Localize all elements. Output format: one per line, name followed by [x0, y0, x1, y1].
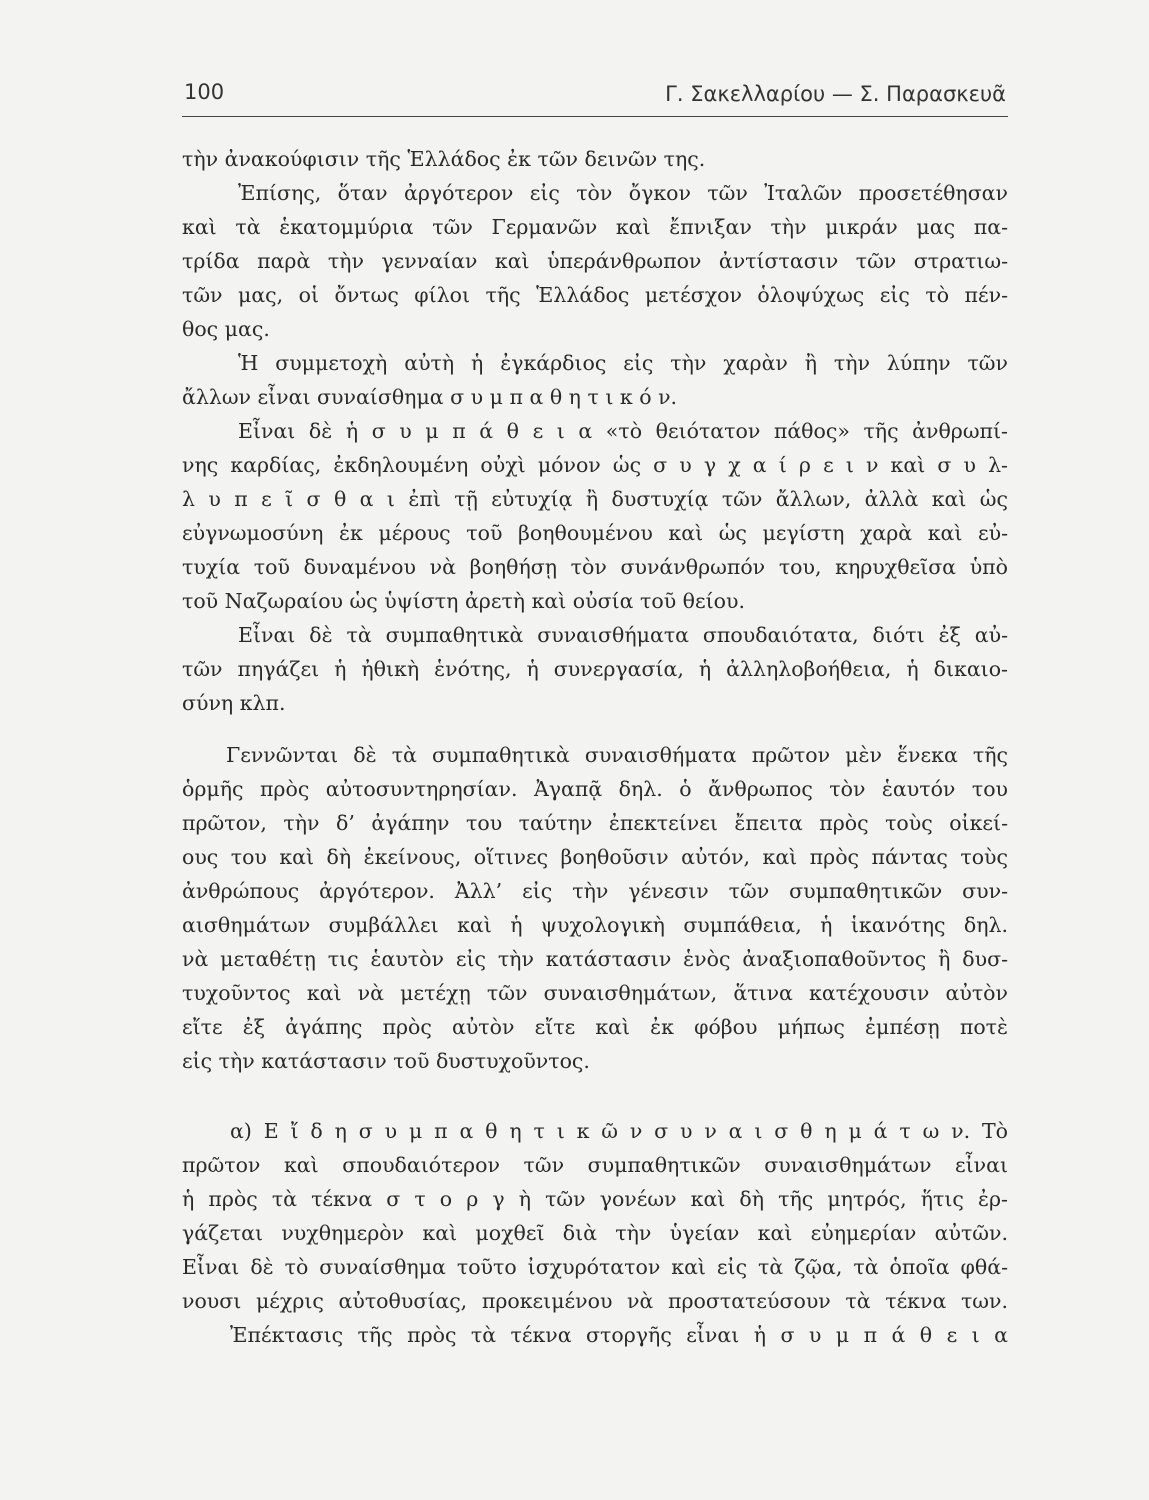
text-line: νουσι μέχρις αὐτοθυσίας, προκειμένου νὰ προστατεύσουν τὰ τέκνα των.	[182, 1289, 1008, 1313]
text-line: ἡ πρὸς τὰ τέκνα σ τ ο ρ γ ὴ τῶν γονέων καὶ δὴ τῆς μητρός, ἥτις ἐρ-	[182, 1187, 1008, 1211]
text-line: νης καρδίας, ἐκδηλουμένη οὐχὶ μόνον ὡς σ υ γ χ α ί ρ ε ι ν καὶ σ υ λ-	[182, 453, 1008, 477]
text-line: θος μας.	[182, 317, 270, 341]
text-line: Ἡ συμμετοχὴ αὐτὴ ἡ ἐγκάρδιος εἰς τὴν χαρὰν ἢ τὴν λύπην τῶν	[238, 351, 1008, 375]
paragraph-4	[182, 618, 1008, 720]
text-line: τρίδα παρὰ τὴν γενναίαν καὶ ὑπεράνθρωπον ἀντίστασιν τῶν στρατιω-	[182, 249, 1008, 273]
page-number: 100	[184, 80, 225, 104]
text-line: τῶν μας, οἱ ὄντως φίλοι τῆς Ἑλλάδος μετέσχον ὁλοψύχως εἰς τὸ πέν-	[182, 283, 1008, 307]
text-line: τὴν ἀνακούφισιν τῆς Ἑλλάδος ἐκ τῶν δεινῶν της.	[182, 147, 706, 171]
text-line: τοῦ Ναζωραίου ὡς ὑψίστη ἀρετὴ καὶ οὐσία τοῦ θείου.	[182, 589, 745, 613]
section-spacer	[182, 1078, 1008, 1114]
text-line: πρῶτον καὶ σπουδαιότερον τῶν συμπαθητικῶν συναισθημάτων εἶναι	[182, 1153, 1008, 1177]
text-line: ἀνθρώπους ἀργότερον. Ἀλλ’ εἰς τὴν γένεσιν τῶν συμπαθητικῶν συν-	[182, 879, 1008, 903]
text-line: λ υ π ε ῖ σ θ α ι ἐπὶ τῇ εὐτυχίᾳ ἢ δυστυχίᾳ τῶν ἄλλων, ἀλλὰ καὶ ὡς	[182, 487, 1008, 511]
text-line: καὶ τὰ ἑκατομμύρια τῶν Γερμανῶν καὶ ἔπνιξαν τὴν μικράν μας πα-	[182, 215, 1008, 239]
text-line: αισθημάτων συμβάλλει καὶ ἡ ψυχολογικὴ συμπάθεια, ἡ ἱκανότης δηλ.	[182, 913, 1008, 937]
text-line: εἰς τὴν κατάστασιν τοῦ δυστυχοῦντος.	[182, 1049, 590, 1073]
body-text	[182, 142, 1008, 1352]
text-line: Εἶναι δὲ τὰ συμπαθητικὰ συναισθήματα σπουδαιότατα, διότι ἐξ αὐ-	[238, 623, 1008, 647]
paragraph-spacer	[182, 720, 1008, 738]
text-line: γάζεται νυχθημερὸν καὶ μοχθεῖ διὰ τὴν ὑγείαν καὶ εὐημερίαν αὐτῶν.	[182, 1221, 1008, 1245]
text-line: Εἶναι δὲ τὸ συναίσθημα τοῦτο ἰσχυρότατον καὶ εἰς τὰ ζῷα, τὰ ὁποῖα φθά-	[182, 1255, 1008, 1279]
text-line: τυχοῦντος καὶ νὰ μετέχῃ τῶν συναισθημάτων, ἅτινα κατέχουσιν αὐτὸν	[182, 981, 1008, 1005]
paragraph-6	[182, 1114, 1008, 1352]
text-line: ἄλλων εἶναι συναίσθημα σ υ μ π α θ η τ ι κ ό ν.	[182, 385, 678, 409]
text-line: ὁρμῆς πρὸς αὐτοσυντηρησίαν. Ἀγαπᾷ δηλ. ὁ ἄνθρωπος τὸν ἑαυτόν του	[182, 777, 1008, 801]
text-line: εὐγνωμοσύνη ἐκ μέρους τοῦ βοηθουμένου καὶ ὡς μεγίστη χαρὰ καὶ εὐ-	[182, 521, 1008, 545]
section-heading-line: α) Ε ἴ δ η σ υ μ π α θ η τ ι κ ῶ ν σ υ ν α ι σ θ η μ ά τ ω ν. Τὸ	[230, 1119, 1008, 1143]
paragraph-3	[182, 414, 1008, 618]
paragraph-2	[182, 346, 1008, 414]
running-head: Γ. Σακελλαρίου — Σ. Παρασκευᾶ	[665, 82, 1006, 106]
text-line: Γεννῶνται δὲ τὰ συμπαθητικὰ συναισθήματα πρῶτον μὲν ἕνεκα τῆς	[226, 743, 1008, 767]
text-line: σύνη κλπ.	[182, 691, 286, 715]
text-line: νὰ μεταθέτῃ τις ἑαυτὸν εἰς τὴν κατάστασιν ἑνὸς ἀναξιοπαθοῦντος ἢ δυσ-	[182, 947, 1008, 971]
text-line: ους του καὶ δὴ ἐκείνους, οἵτινες βοηθοῦσιν αὐτόν, καὶ πρὸς πάντας τοὺς	[182, 845, 1008, 869]
text-line: τυχία τοῦ δυναμένου νὰ βοηθήσῃ τὸν συνάνθρωπόν του, κηρυχθεῖσα ὑπὸ	[182, 555, 1008, 579]
page-header	[182, 76, 1008, 117]
text-line: πρῶτον, τὴν δ’ ἀγάπην του ταύτην ἐπεκτείνει ἔπειτα πρὸς τοὺς οἰκεί-	[182, 811, 1008, 835]
text-line: Ἐπέκτασις τῆς πρὸς τὰ τέκνα στοργῆς εἶναι ἡ σ υ μ π ά θ ε ι α	[230, 1323, 1008, 1347]
text-line: τῶν πηγάζει ἡ ἠθικὴ ἑνότης, ἡ συνεργασία, ἡ ἀλληλοβοήθεια, ἡ δικαιο-	[182, 657, 1008, 681]
text-line: εἴτε ἐξ ἀγάπης πρὸς αὐτὸν εἴτε καὶ ἐκ φόβου μήπως ἐμπέσῃ ποτὲ	[182, 1015, 1008, 1039]
paragraph-5	[182, 738, 1008, 1078]
paragraph-1	[182, 142, 1008, 346]
text-line: Εἶναι δὲ ἡ σ υ μ π ά θ ε ι α «τὸ θειότατον πάθος» τῆς ἀνθρωπί-	[238, 419, 1008, 443]
text-line: Ἐπίσης, ὅταν ἀργότερον εἰς τὸν ὄγκον τῶν Ἰταλῶν προσετέθησαν	[238, 181, 1008, 205]
